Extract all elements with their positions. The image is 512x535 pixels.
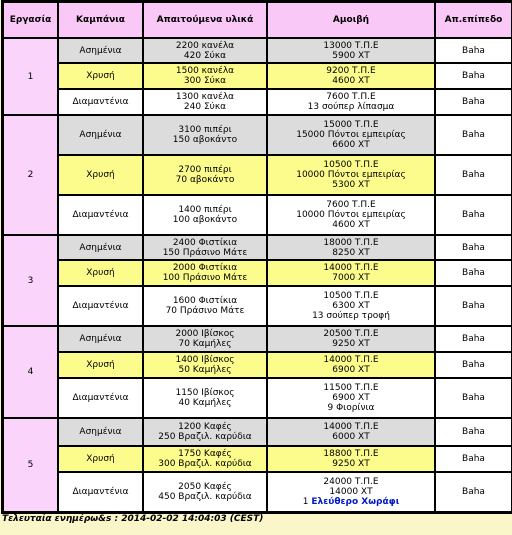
material-line: 1500 κανέλα xyxy=(175,66,235,76)
table-row xyxy=(3,326,512,352)
reward-cell xyxy=(267,326,435,352)
reward-cell xyxy=(267,38,435,63)
reward-line: 6000 ΧΤ xyxy=(332,432,370,442)
reward-line: 14000 Τ.Π.Ε xyxy=(323,422,379,432)
material-line: 250 Βραζιλ. καρύδια xyxy=(158,432,252,442)
material-line: 300 Βραζιλ. καρύδια xyxy=(158,459,252,469)
campaign-cell: Ασημένια xyxy=(58,418,143,446)
reward-cell xyxy=(267,352,435,378)
reward-cell xyxy=(267,115,435,155)
material-line: 1150 Ιβίσκος xyxy=(175,388,235,398)
level-cell: Baha xyxy=(435,155,512,195)
reward-line: 18800 Τ.Π.Ε xyxy=(323,449,379,459)
campaign-cell: Διαμαντένια xyxy=(58,286,143,326)
reward-line: 7600 Τ.Π.Ε xyxy=(326,200,376,210)
table-row xyxy=(3,418,512,446)
reward-line: 6900 ΧΤ xyxy=(332,393,370,403)
reward-line: 5900 ΧΤ xyxy=(332,50,370,61)
reward-line: 14000 Τ.Π.Ε xyxy=(323,355,379,365)
materials-cell xyxy=(143,326,267,352)
material-line: 1400 Ιβίσκος xyxy=(175,355,235,365)
materials-cell xyxy=(143,352,267,378)
campaign-cell: Χρυσή xyxy=(58,155,143,195)
table-row xyxy=(3,352,512,378)
material-line: 2000 Ιβίσκος xyxy=(175,329,235,339)
reward-line: 24000 Τ.Π.Ε xyxy=(323,477,379,487)
material-line: 1400 πιπέρι xyxy=(178,205,232,215)
material-line: 1300 κανέλα xyxy=(175,92,235,102)
campaign-cell: Διαμαντένια xyxy=(58,472,143,512)
table-row xyxy=(3,286,512,326)
table-row xyxy=(3,155,512,195)
reward-line: 15000 Τ.Π.Ε xyxy=(323,120,379,130)
materials-cell xyxy=(143,63,267,89)
level-cell: Baha xyxy=(435,352,512,378)
reward-line: 4600 ΧΤ xyxy=(332,220,370,230)
level-cell: Baha xyxy=(435,378,512,418)
quests-table xyxy=(1,0,512,514)
material-line: 300 Σύκα xyxy=(183,76,227,86)
task-number: 2 xyxy=(3,115,58,235)
material-line: 70 Καμήλες xyxy=(178,339,232,349)
materials-cell xyxy=(143,38,267,63)
table-row xyxy=(3,260,512,286)
materials-cell xyxy=(143,115,267,155)
level-cell: Baha xyxy=(435,418,512,446)
level-cell: Baha xyxy=(435,195,512,235)
campaign-cell: Ασημένια xyxy=(58,38,143,63)
campaign-cell: Ασημένια xyxy=(58,115,143,155)
materials-cell xyxy=(143,418,267,446)
reward-line: 4600 ΧΤ xyxy=(332,76,370,86)
campaign-cell: Διαμαντένια xyxy=(58,378,143,418)
task-number: 1 xyxy=(3,38,58,115)
campaign-cell: Ασημένια xyxy=(58,235,143,260)
materials-cell xyxy=(143,286,267,326)
table-row xyxy=(3,235,512,260)
reward-line: 13 σούπερ τροφή xyxy=(312,311,390,321)
table-row xyxy=(3,63,512,89)
level-cell: Baha xyxy=(435,446,512,472)
campaign-cell: Χρυσή xyxy=(58,352,143,378)
campaign-cell: Χρυσή xyxy=(58,446,143,472)
table-row xyxy=(3,446,512,472)
material-line: 1600 Φιστίκια xyxy=(172,296,238,306)
level-cell: Baha xyxy=(435,260,512,286)
reward-line: 15000 Πόντοι εμπειρίας xyxy=(296,130,406,140)
materials-cell xyxy=(143,89,267,115)
reward-cell xyxy=(267,89,435,115)
materials-cell xyxy=(143,446,267,472)
reward-cell xyxy=(267,235,435,260)
level-cell: Baha xyxy=(435,472,512,512)
task-number: 4 xyxy=(3,326,58,418)
material-line: 70 αβοκάντο xyxy=(175,175,235,185)
level-cell: Baha xyxy=(435,326,512,352)
table-row xyxy=(3,378,512,418)
material-line: 2200 κανέλα xyxy=(175,40,235,51)
materials-cell xyxy=(143,195,267,235)
reward-line: 10500 Τ.Π.Ε xyxy=(323,291,379,301)
material-line: 2700 πιπέρι xyxy=(178,165,232,175)
reward-line: 11500 Τ.Π.Ε xyxy=(323,383,379,393)
material-line: 100 αβοκάντο xyxy=(172,215,238,225)
reward-cell xyxy=(267,378,435,418)
campaign-cell: Ασημένια xyxy=(58,326,143,352)
last-updated: Τελευταία ενημέρω&s : 2014-02-02 14:04:03 (CEST) xyxy=(2,514,264,524)
reward-line: 9250 ΧΤ xyxy=(332,339,370,349)
table-row xyxy=(3,195,512,235)
materials-cell xyxy=(143,260,267,286)
material-line: 1750 Καφές xyxy=(178,449,232,459)
reward-line: 18000 Τ.Π.Ε xyxy=(323,237,379,248)
material-line: 2000 Φιστίκια xyxy=(172,263,238,273)
material-line: 70 Πράσινο Μάτε xyxy=(165,306,245,316)
reward-cell xyxy=(267,195,435,235)
level-cell: Baha xyxy=(435,286,512,326)
reward-extra-count: 1 xyxy=(302,497,309,507)
level-cell: Baha xyxy=(435,89,512,115)
reward-line: 14000 ΧΤ xyxy=(329,487,373,497)
reward-cell xyxy=(267,63,435,89)
material-line: 450 Βραζιλ. καρύδια xyxy=(158,492,252,502)
reward-line: 7600 Τ.Π.Ε xyxy=(326,92,376,102)
header-task: Εργασία xyxy=(3,2,58,38)
material-line: 3100 πιπέρι xyxy=(178,125,232,135)
material-line: 40 Καμήλες xyxy=(178,398,232,408)
reward-line: 5300 ΧΤ xyxy=(332,180,370,190)
reward-cell xyxy=(267,286,435,326)
material-line: 2400 Φιστίκια xyxy=(172,237,238,248)
table-row xyxy=(3,89,512,115)
reward-line: 14000 Τ.Π.Ε xyxy=(323,263,379,273)
material-line: 100 Πράσινο Μάτε xyxy=(162,273,248,283)
level-cell: Baha xyxy=(435,235,512,260)
materials-cell xyxy=(143,155,267,195)
reward-line: 9 Φιορίνια xyxy=(327,403,375,413)
reward-line: 13 σούπερ λίπασμα xyxy=(307,102,395,112)
material-line: 420 Σύκα xyxy=(183,50,227,61)
task-number: 5 xyxy=(3,418,58,512)
table-row xyxy=(3,472,512,512)
campaign-cell: Χρυσή xyxy=(58,260,143,286)
reward-cell xyxy=(267,472,435,512)
reward-line: 9250 ΧΤ xyxy=(332,459,370,469)
material-line: 240 Σύκα xyxy=(183,102,227,112)
material-line: 2050 Καφές xyxy=(178,482,232,492)
reward-line: 8250 ΧΤ xyxy=(332,247,370,258)
materials-cell xyxy=(143,472,267,512)
reward-line: 20500 Τ.Π.Ε xyxy=(323,329,379,339)
reward-line: 10000 Πόντοι εμπειρίας xyxy=(296,170,406,180)
material-line: 150 Πράσινο Μάτε xyxy=(162,247,248,258)
reward-cell xyxy=(267,155,435,195)
reward-line: 13000 Τ.Π.Ε xyxy=(323,40,379,51)
header-campaign: Καμπάνια xyxy=(58,2,143,38)
materials-cell xyxy=(143,378,267,418)
reward-line: 9200 Τ.Π.Ε xyxy=(326,66,376,76)
reward-line: 6600 ΧΤ xyxy=(332,140,370,150)
reward-cell xyxy=(267,446,435,472)
header-row xyxy=(3,2,512,38)
material-line: 1200 Καφές xyxy=(178,422,232,432)
reward-line: 6900 ΧΤ xyxy=(332,365,370,375)
campaign-cell: Διαμαντένια xyxy=(58,195,143,235)
campaign-cell: Διαμαντένια xyxy=(58,89,143,115)
reward-extra-line xyxy=(269,497,433,507)
reward-cell xyxy=(267,418,435,446)
reward-line: 6300 ΧΤ xyxy=(332,301,370,311)
material-line: 50 Καμήλες xyxy=(178,365,232,375)
reward-cell xyxy=(267,260,435,286)
reward-line: 10500 Τ.Π.Ε xyxy=(323,160,379,170)
table-row xyxy=(3,38,512,63)
reward-line: 7000 ΧΤ xyxy=(332,273,370,283)
campaign-cell: Χρυσή xyxy=(58,63,143,89)
level-cell: Baha xyxy=(435,38,512,63)
free-field-link[interactable]: Ελεύθερο Χωράφι xyxy=(311,497,400,507)
materials-cell xyxy=(143,235,267,260)
header-materials: Απαιτούμενα υλικά xyxy=(143,2,267,38)
level-cell: Baha xyxy=(435,115,512,155)
reward-line: 10000 Πόντοι εμπειρίας xyxy=(296,210,406,220)
material-line: 150 αβοκάντο xyxy=(172,135,238,145)
task-number: 3 xyxy=(3,235,58,326)
header-level: Απ.επίπεδο xyxy=(435,2,512,38)
header-reward: Αμοιβή xyxy=(267,2,435,38)
table-row xyxy=(3,115,512,155)
level-cell: Baha xyxy=(435,63,512,89)
